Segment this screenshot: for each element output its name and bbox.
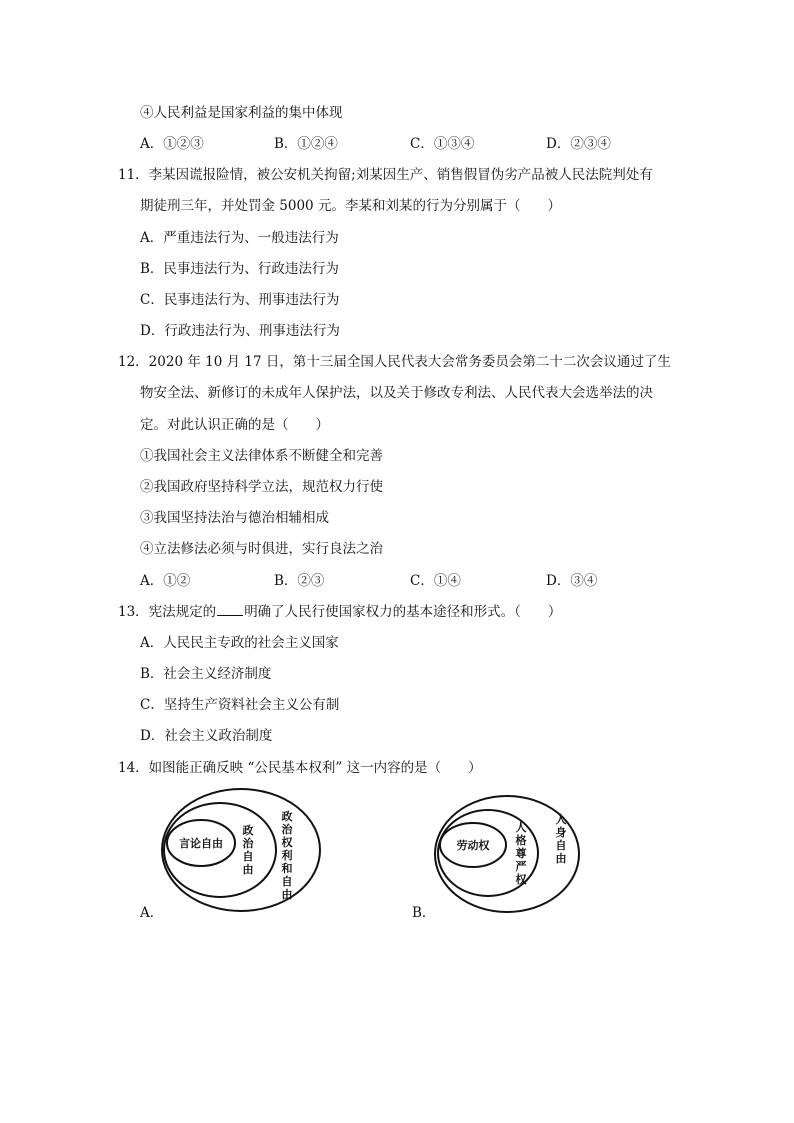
middle-char: 治 <box>242 837 254 850</box>
option-c[interactable]: C．坚持生产资料社会主义公有制 <box>140 697 340 713</box>
middle-char: 自 <box>242 850 254 863</box>
outer-char: 自 <box>281 875 293 888</box>
inner-label: 劳动权 <box>456 839 490 852</box>
option-b[interactable]: B．①②④ <box>274 136 338 152</box>
option-c[interactable]: C．①③④ <box>410 136 475 152</box>
option-c[interactable]: C．①④ <box>410 573 461 589</box>
option-d[interactable]: D．行政违法行为、刑事违法行为 <box>140 323 340 339</box>
middle-char: 人 <box>515 821 527 834</box>
q11-stem-1: 11．李某因谎报险情，被公安机关拘留;刘某因生产、销售假冒伪劣产品被人民法院判处有 <box>118 167 653 183</box>
option-d[interactable]: D．③④ <box>546 573 598 589</box>
option-b[interactable]: B．社会主义经济制度 <box>140 666 272 682</box>
middle-char: 严 <box>515 860 527 873</box>
diagram-a[interactable] <box>160 786 324 916</box>
statement-4: ④立法修法必须与时俱进，实行良法之治 <box>140 541 383 557</box>
middle-char: 政 <box>242 824 254 837</box>
q12-stem-1: 12．2020 年 10 月 17 日，第十三届全国人民代表大会常务委员会第二十二次会议通过了生 <box>118 354 671 370</box>
fill-blank[interactable] <box>217 603 243 616</box>
outer-char: 自 <box>555 839 567 852</box>
option-d[interactable]: D．②③④ <box>546 136 611 152</box>
option-a[interactable]: A．严重违法行为、一般违法行为 <box>140 230 339 246</box>
middle-char: 格 <box>515 834 527 847</box>
outer-char: 由 <box>281 888 293 901</box>
diagram-b[interactable] <box>432 793 584 917</box>
option-b[interactable]: B．②③ <box>274 573 325 589</box>
q11-stem-2: 期徒刑三年，并处罚金 5000 元。李某和刘某的行为分别属于（ ） <box>140 198 561 214</box>
q13-stem-pre: 13．宪法规定的 <box>118 604 217 620</box>
statement-2: ②我国政府坚持科学立法，规范权力行使 <box>140 479 383 495</box>
option-d[interactable]: D．社会主义政治制度 <box>140 728 273 744</box>
middle-char: 尊 <box>515 847 527 860</box>
diagram-b-label[interactable]: B． <box>412 905 436 921</box>
option-a[interactable]: A．人民民主专政的社会主义国家 <box>140 635 339 651</box>
middle-char: 由 <box>242 863 254 876</box>
q12-stem-3: 定。对此认识正确的是（ ） <box>140 417 329 433</box>
outer-char: 身 <box>555 826 567 839</box>
inner-label: 言论自由 <box>179 837 223 850</box>
statement-4: ④人民利益是国家利益的集中体现 <box>140 105 343 121</box>
q12-stem-2: 物安全法、新修订的未成年人保护法，以及关于修改专利法、人民代表大会选举法的决 <box>140 385 653 401</box>
middle-ellipse <box>164 803 276 897</box>
q13-stem <box>118 603 561 621</box>
option-b[interactable]: B．民事违法行为、行政违法行为 <box>140 261 339 277</box>
middle-char: 权 <box>515 873 527 886</box>
statement-1: ①我国社会主义法律体系不断健全和完善 <box>140 448 383 464</box>
outer-char: 政 <box>281 810 293 823</box>
option-a[interactable]: A．①② <box>140 573 191 589</box>
q13-stem-post: 明确了人民行使国家权力的基本途径和形式。（ ） <box>244 604 562 620</box>
option-a[interactable]: A．①②③ <box>140 136 204 152</box>
outer-char: 和 <box>281 862 293 875</box>
outer-char: 由 <box>555 852 567 865</box>
diagram-a-label[interactable]: A． <box>140 905 164 921</box>
outer-char: 人 <box>555 813 567 826</box>
outer-char: 利 <box>281 849 293 862</box>
option-c[interactable]: C．民事违法行为、刑事违法行为 <box>140 292 340 308</box>
outer-char: 治 <box>281 823 293 836</box>
statement-3: ③我国坚持法治与德治相辅相成 <box>140 510 329 526</box>
outer-char: 权 <box>281 836 293 849</box>
q14-stem: 14．如图能正确反映 “公民基本权利” 这一内容的是（ ） <box>118 760 482 776</box>
